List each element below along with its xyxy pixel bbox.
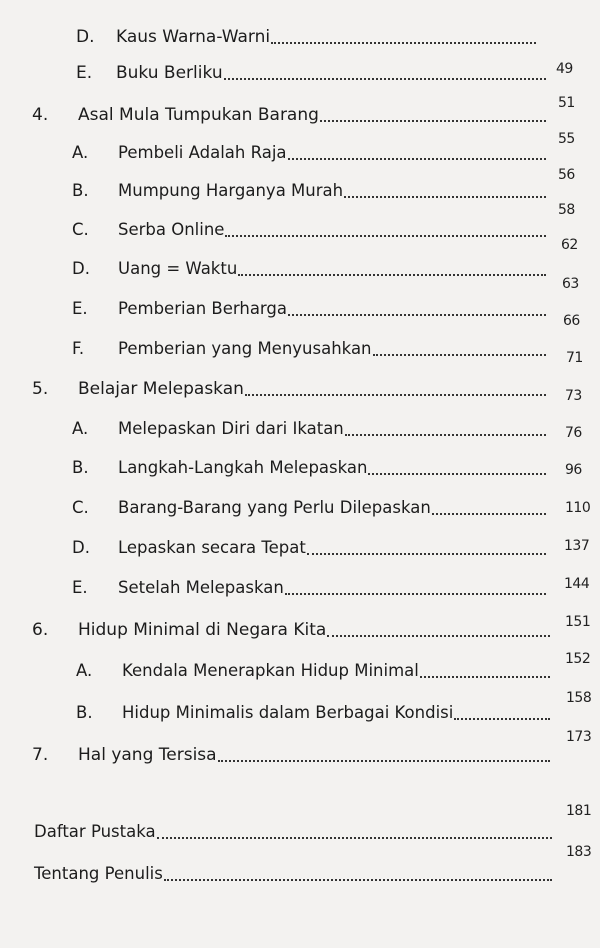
toc-entry [76, 660, 552, 682]
entry-page-number: 71 [566, 350, 583, 366]
entry-number: C. [72, 498, 89, 517]
toc-entry [32, 104, 548, 126]
dot-leader [368, 473, 546, 475]
dot-leader [225, 235, 546, 237]
dot-leader [224, 78, 546, 80]
entry-page-number: 144 [564, 576, 590, 592]
entry-page-number: 63 [562, 276, 579, 292]
dot-leader [327, 635, 550, 637]
entry-title: Tentang Penulis [34, 864, 163, 883]
entry-page-number: 181 [566, 803, 592, 819]
toc-entry [72, 537, 548, 559]
entry-page-number: 73 [565, 388, 582, 404]
entry-title: Buku Berliku [116, 63, 223, 83]
entry-page-number: 158 [566, 690, 592, 706]
dot-leader [218, 760, 550, 762]
dot-leader [344, 196, 546, 198]
entry-title: Asal Mula Tumpukan Barang [78, 105, 319, 125]
entry-number: E. [72, 299, 88, 318]
entry-number: D. [72, 259, 90, 278]
entry-number: D. [76, 27, 95, 47]
toc-entry [72, 577, 548, 599]
entry-title: Serba Online [118, 220, 225, 239]
dot-leader [432, 513, 546, 515]
dot-leader [288, 314, 546, 316]
dot-leader [238, 274, 546, 276]
entry-title: Belajar Melepaskan [78, 379, 244, 399]
entry-number: 7. [32, 745, 49, 765]
toc-entry [32, 744, 552, 766]
entry-page-number: 96 [565, 462, 582, 478]
entry-title: Mumpung Harganya Murah [118, 181, 344, 200]
toc-entry [72, 142, 548, 164]
entry-page-number: 173 [566, 729, 592, 745]
dot-leader [373, 354, 546, 356]
dot-leader [454, 718, 550, 720]
entry-title: Barang-Barang yang Perlu Dilepaskan [118, 498, 431, 517]
entry-page-number: 110 [565, 500, 591, 516]
dot-leader [157, 837, 552, 839]
entry-number: E. [76, 63, 93, 83]
entry-title: Uang = Waktu [118, 259, 238, 278]
entry-number: D. [72, 538, 90, 557]
entry-number: 5. [32, 379, 49, 399]
entry-page-number: 183 [566, 844, 592, 860]
entry-number: A. [72, 143, 89, 162]
entry-page-number: 137 [564, 538, 590, 554]
entry-title: Pemberian Berharga [118, 299, 288, 318]
toc-entry [32, 619, 552, 641]
entry-title: Kendala Menerapkan Hidup Minimal [122, 661, 419, 680]
entry-page-number: 151 [565, 614, 591, 630]
entry-number: B. [72, 458, 89, 477]
entry-page-number: 51 [558, 95, 575, 111]
entry-number: F. [72, 339, 85, 358]
toc-entry [76, 26, 538, 48]
entry-number: A. [76, 661, 93, 680]
dot-leader [288, 158, 546, 160]
entry-page-number: 55 [558, 131, 575, 147]
toc-entry [76, 62, 548, 84]
entry-number: 6. [32, 620, 49, 640]
dot-leader [164, 879, 552, 881]
entry-title: Kaus Warna-Warni [116, 27, 271, 47]
toc-entry [72, 180, 548, 202]
toc-entry [72, 497, 548, 519]
toc-entry [72, 219, 548, 241]
entry-page-number: 56 [558, 167, 575, 183]
entry-page-number: 76 [565, 425, 582, 441]
entry-title: Setelah Melepaskan [118, 578, 284, 597]
entry-title: Pemberian yang Menyusahkan [118, 339, 372, 358]
toc-entry [34, 821, 554, 843]
entry-title: Melepaskan Diri dari Ikatan [118, 419, 344, 438]
entry-number: B. [76, 703, 93, 722]
toc-entry [72, 457, 548, 479]
dot-leader [285, 593, 546, 595]
entry-title: Lepaskan secara Tepat [118, 538, 306, 557]
entry-number: C. [72, 220, 89, 239]
entry-title: Hidup Minimal di Negara Kita [78, 620, 327, 640]
entry-page-number: 152 [565, 651, 591, 667]
entry-number: 4. [32, 105, 49, 125]
entry-title: Langkah-Langkah Melepaskan [118, 458, 368, 477]
entry-title: Daftar Pustaka [34, 822, 156, 841]
entry-title: Pembeli Adalah Raja [118, 143, 287, 162]
dot-leader [271, 42, 536, 44]
toc-entry [34, 863, 554, 885]
dot-leader [420, 676, 550, 678]
toc-entry [76, 702, 552, 724]
dot-leader [320, 120, 546, 122]
toc-entry [32, 378, 548, 400]
toc-entry [72, 418, 548, 440]
entry-title: Hidup Minimalis dalam Berbagai Kondisi [122, 703, 454, 722]
dot-leader [245, 394, 546, 396]
entry-title: Hal yang Tersisa [78, 745, 217, 765]
dot-leader [307, 553, 546, 555]
dot-leader [345, 434, 546, 436]
entry-page-number: 49 [556, 61, 573, 77]
entry-page-number: 62 [561, 237, 578, 253]
toc-entry [72, 298, 548, 320]
entry-number: A. [72, 419, 89, 438]
toc-entry [72, 338, 548, 360]
entry-page-number: 58 [558, 202, 575, 218]
entry-page-number: 66 [563, 313, 580, 329]
toc-entry [72, 258, 548, 280]
entry-number: B. [72, 181, 89, 200]
entry-number: E. [72, 578, 88, 597]
